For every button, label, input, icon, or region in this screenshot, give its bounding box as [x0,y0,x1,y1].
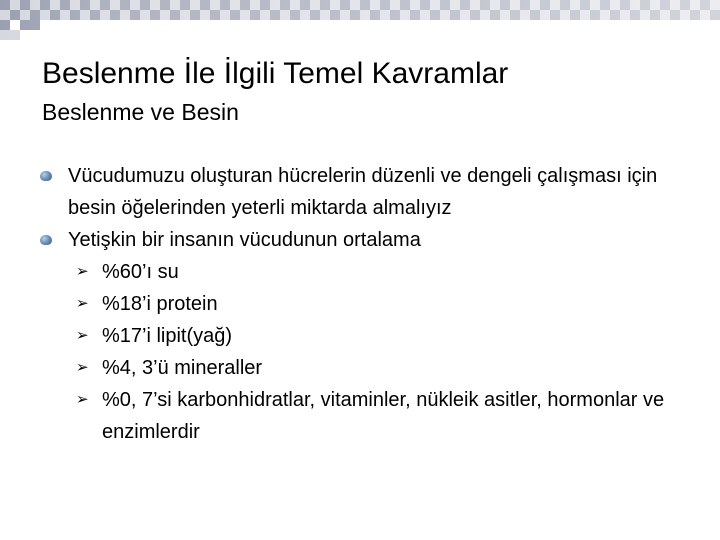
sub-list-item [40,288,700,320]
list-item [40,160,700,224]
slide-subtitle: Beslenme ve Besin [42,99,239,125]
arrow-bullet-icon: ➢ [76,359,89,376]
arrow-bullet-icon: ➢ [76,263,89,280]
sub-list-item [40,256,700,288]
sub-bullet-text: %18’i protein [102,293,218,315]
bullet-text: Vücudumuzu oluşturan hücrelerin düzenli ve dengeli çalışması için besin öğelerinden yeterli miktarda almalıyız [68,165,658,219]
sub-list-item [40,320,700,352]
bullet-text: Yetişkin bir insanın vücudunun ortalama [68,229,421,251]
blue-sphere-icon [40,235,52,245]
arrow-bullet-icon: ➢ [76,327,89,344]
sub-bullet-text: %0, 7’si karbonhidratlar, vitaminler, nükleik asitler, hormonlar ve enzimlerdir [102,389,665,443]
sub-list-item [40,352,700,384]
sub-bullet-text: %17’i lipit(yağ) [102,325,233,347]
sub-bullet-text: %4, 3’ü mineraller [102,357,263,379]
checkered-header-decoration [0,0,720,40]
sub-bullet-text: %60’ı su [102,261,179,283]
sub-list-item [40,384,700,448]
blue-sphere-icon [40,171,52,181]
arrow-bullet-icon: ➢ [76,391,89,408]
slide-title: Beslenme İle İlgili Temel Kavramlar [42,57,509,90]
arrow-bullet-icon: ➢ [76,295,89,312]
list-item [40,224,700,256]
slide-content [40,160,700,448]
